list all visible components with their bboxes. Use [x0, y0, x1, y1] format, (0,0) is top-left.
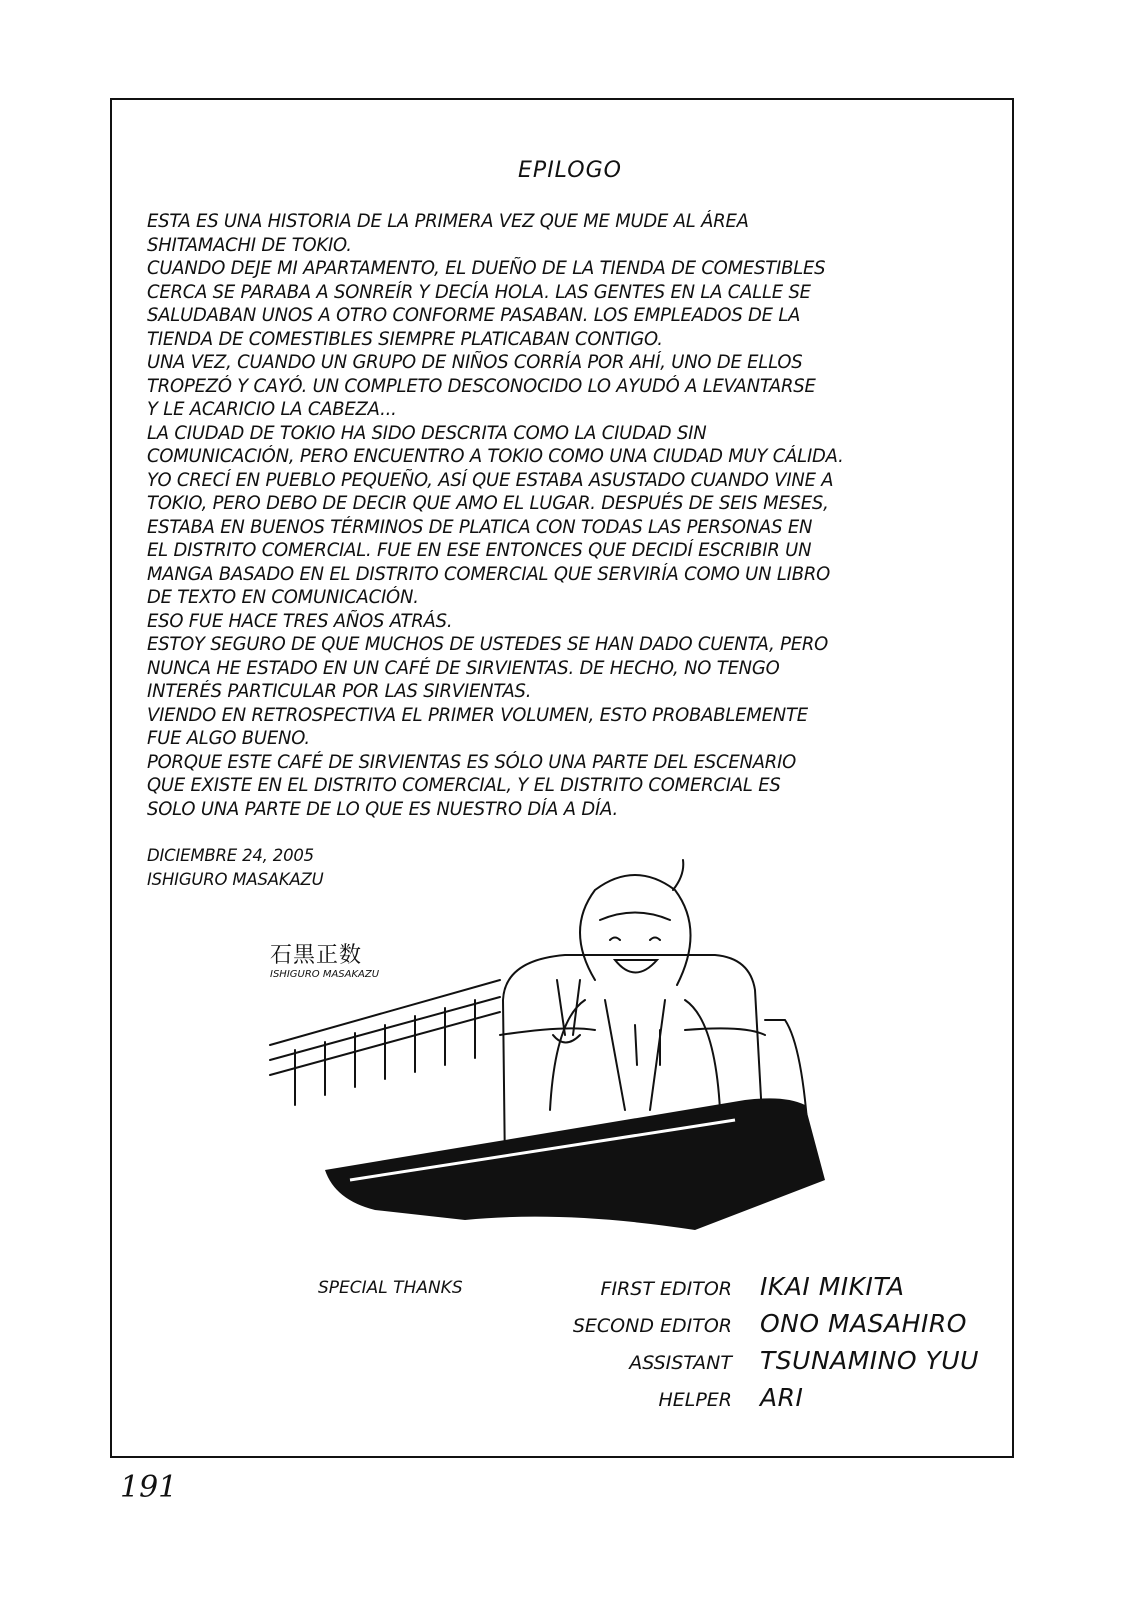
body-line: TIENDA DE COMESTIBLES SIEMPRE PLATICABAN CONTIGO. — [147, 328, 663, 350]
credit-role: HELPER — [658, 1389, 732, 1411]
author-illustration — [265, 850, 825, 1240]
body-line: COMUNICACIÓN, PERO ENCUENTRO A TOKIO COMO UNA CIUDAD MUY CÁLIDA. — [147, 446, 844, 467]
credit-row — [0, 1346, 1132, 1382]
body-line: LA CIUDAD DE TOKIO HA SIDO DESCRITA COMO LA CIUDAD SIN — [147, 422, 707, 444]
page-title: EPILOGO — [518, 158, 622, 183]
body-line: NUNCA HE ESTADO EN UN CAFÉ DE SIRVIENTAS. DE HECHO, NO TENGO — [147, 657, 780, 679]
credit-name: TSUNAMINO YUU — [760, 1346, 979, 1375]
credit-name: IKAI MIKITA — [760, 1272, 905, 1301]
credit-row — [0, 1272, 1132, 1308]
body-line: QUE EXISTE EN EL DISTRITO COMERCIAL, Y EL DISTRITO COMERCIAL ES — [147, 775, 781, 796]
page-number: 191 — [120, 1470, 178, 1505]
credit-name: ARI — [760, 1383, 804, 1412]
credit-name: ONO MASAHIRO — [760, 1309, 967, 1338]
body-line: UNA VEZ, CUANDO UN GRUPO DE NIÑOS CORRÍA POR AHÍ, UNO DE ELLOS — [147, 352, 803, 373]
signature-author: ISHIGURO MASAKAZU — [147, 869, 324, 890]
body-line: Y LE ACARICIO LA CABEZA... — [147, 399, 397, 420]
body-line: MANGA BASADO EN EL DISTRITO COMERCIAL QUE SERVIRÍA COMO UN LIBRO — [147, 563, 831, 585]
body-line: SHITAMACHI DE TOKIO. — [147, 234, 352, 256]
author-stamp — [270, 938, 379, 980]
girl-head — [580, 875, 691, 985]
body-line: SALUDABAN UNOS A OTRO CONFORME PASABAN. LOS EMPLEADOS DE LA — [147, 305, 801, 326]
body-line: YO CRECÍ EN PUEBLO PEQUEÑO, ASÍ QUE ESTABA ASUSTADO CUANDO VINE A — [147, 469, 834, 491]
credit-row — [0, 1309, 1132, 1345]
signature-date: DICIEMBRE 24, 2005 — [147, 846, 314, 866]
credit-role: FIRST EDITOR — [600, 1278, 732, 1300]
body-line: ESO FUE HACE TRES AÑOS ATRÁS. — [147, 610, 453, 632]
credit-role: SECOND EDITOR — [572, 1315, 732, 1337]
body-line: TROPEZÓ Y CAYÓ. UN COMPLETO DESCONOCIDO LO AYUDÓ A LEVANTARSE — [147, 375, 816, 397]
credit-row — [0, 1383, 1132, 1419]
body-line: ESTA ES UNA HISTORIA DE LA PRIMERA VEZ QUE ME MUDE AL ÁREA — [147, 211, 749, 232]
body-line: DE TEXTO EN COMUNICACIÓN. — [147, 587, 419, 608]
body-line: ESTOY SEGURO DE QUE MUCHOS DE USTEDES SE HAN DADO CUENTA, PERO — [147, 634, 829, 655]
body-line: EL DISTRITO COMERCIAL. FUE EN ESE ENTONCES QUE DECIDÍ ESCRIBIR UN — [147, 540, 812, 561]
stamp-kanji: 石黒正数 — [270, 943, 363, 968]
body-line: SOLO UNA PARTE DE LO QUE ES NUESTRO DÍA A DÍA. — [147, 798, 618, 820]
table — [325, 1098, 825, 1230]
body-line: ESTABA EN BUENOS TÉRMINOS DE PLATICA CON TODAS LAS PERSONAS EN — [147, 516, 813, 538]
body-line: CERCA SE PARABA A SONREÍR Y DECÍA HOLA. LAS GENTES EN LA CALLE SE — [147, 281, 811, 303]
body-line: VIENDO EN RETROSPECTIVA EL PRIMER VOLUMEN, ESTO PROBABLEMENTE — [147, 704, 808, 726]
special-thanks-heading: SPECIAL THANKS — [318, 1278, 463, 1298]
body-line: FUE ALGO BUENO. — [147, 728, 310, 749]
body-line: INTERÉS PARTICULAR POR LAS SIRVIENTAS. — [147, 681, 532, 702]
body-line: PORQUE ESTE CAFÉ DE SIRVIENTAS ES SÓLO UNA PARTE DEL ESCENARIO — [147, 751, 797, 773]
stamp-romaji: ISHIGURO MASAKAZU — [270, 969, 380, 980]
epilogue-body — [147, 210, 977, 821]
body-line: TOKIO, PERO DEBO DE DECIR QUE AMO EL LUGAR. DESPUÉS DE SEIS MESES, — [147, 493, 829, 514]
peace-hand — [553, 980, 580, 1043]
body-line: CUANDO DEJE MI APARTAMENTO, EL DUEÑO DE LA TIENDA DE COMESTIBLES — [147, 258, 826, 279]
credit-role: ASSISTANT — [629, 1352, 732, 1374]
